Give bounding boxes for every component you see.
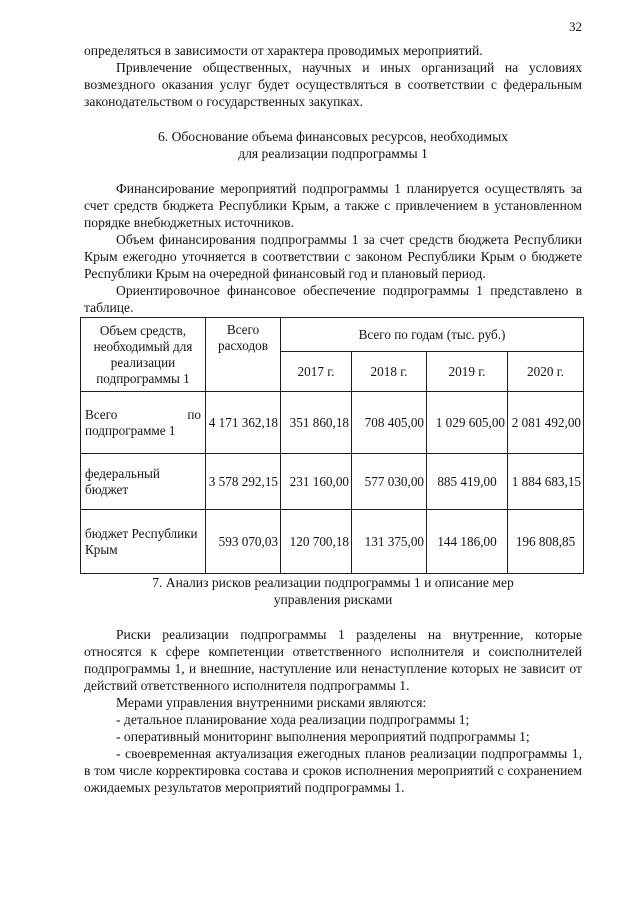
table-header-year: 2018 г. bbox=[352, 352, 427, 392]
cell-value: 351 860,18 bbox=[281, 392, 352, 454]
table-header-year: 2017 г. bbox=[281, 352, 352, 392]
list-item: - своевременная актуализация ежегодных планов реализации подпрограммы 1, в том числе корректировка состава и сроков исполнения мероприятий с сохранением ожидаемых результатов мероприятий подпрограммы 1. bbox=[84, 746, 582, 795]
cell-value: 196 808,85 bbox=[508, 510, 584, 574]
table-header-row bbox=[81, 318, 584, 352]
table-header-volume: Объем средств, необходимый для реализации подпрограммы 1 bbox=[81, 318, 206, 392]
document-body bbox=[84, 42, 582, 796]
table-header-total: Всего расходов bbox=[206, 318, 281, 392]
paragraph-continuation: определяться в зависимости от характера проводимых мероприятий. bbox=[84, 43, 483, 58]
list-item: - детальное планирование хода реализации подпрограммы 1; bbox=[116, 712, 470, 727]
cell-value: 1 884 683,15 bbox=[508, 454, 584, 510]
cell-total: 593 070,03 bbox=[206, 510, 281, 574]
cell-value: 120 700,18 bbox=[281, 510, 352, 574]
table-row bbox=[81, 510, 584, 574]
section7-paragraph-measures: Мерами управления внутренними рисками являются: bbox=[116, 695, 427, 710]
financing-table bbox=[80, 317, 584, 574]
table-header-years-group: Всего по годам (тыс. руб.) bbox=[281, 318, 584, 352]
section7-title-line1: 7. Анализ рисков реализации подпрограммы 1 и описание мер bbox=[152, 575, 514, 590]
cell-value: 144 186,00 bbox=[427, 510, 508, 574]
section6-paragraph-table-intro: Ориентировочное финансовое обеспечение подпрограммы 1 представлено в таблице. bbox=[84, 283, 582, 315]
table-row bbox=[81, 392, 584, 454]
section7-paragraph-risks: Риски реализации подпрограммы 1 разделены на внутренние, которые относятся к сфере компетенции ответственного исполнителя и соисполнителей подпрограммы 1, и внешние, наступление или ненаступление которых не зависит от действий ответственного исполнителя подпрограммы 1. bbox=[84, 627, 582, 693]
page-number: 32 bbox=[569, 19, 582, 34]
cell-value: 885 419,00 bbox=[427, 454, 508, 510]
paragraph-procurement: Привлечение общественных, научных и иных организаций на условиях возмездного оказания услуг будет осуществляться в соответствии с федеральным законодательством о государственных закупках. bbox=[84, 60, 582, 109]
row-label-crimea: бюджет Республики Крым bbox=[81, 510, 206, 574]
cell-value: 231 160,00 bbox=[281, 454, 352, 510]
measures-list bbox=[84, 711, 582, 796]
section7-title-line2: управления рисками bbox=[273, 592, 393, 607]
cell-value: 1 029 605,00 bbox=[427, 392, 508, 454]
cell-value: 577 030,00 bbox=[352, 454, 427, 510]
table-header-year: 2019 г. bbox=[427, 352, 508, 392]
row-label-federal: федеральный бюджет bbox=[81, 454, 206, 510]
cell-total: 3 578 292,15 bbox=[206, 454, 281, 510]
list-item: - оперативный мониторинг выполнения мероприятий подпрограммы 1; bbox=[116, 729, 530, 744]
row-label-total: Всего по подпрограмме 1 bbox=[81, 392, 206, 454]
table-header-year: 2020 г. bbox=[508, 352, 584, 392]
cell-total: 4 171 362,18 bbox=[206, 392, 281, 454]
cell-value: 708 405,00 bbox=[352, 392, 427, 454]
section6-title-line1: 6. Обоснование объема финансовых ресурсов, необходимых bbox=[157, 129, 509, 144]
table-row bbox=[81, 454, 584, 510]
cell-value: 2 081 492,00 bbox=[508, 392, 584, 454]
section6-paragraph-financing: Финансирование мероприятий подпрограммы 1 планируется осуществлять за счет средств бюджета Республики Крым, а также с привлечением в установленном порядке внебюджетных источников. bbox=[84, 181, 582, 230]
section6-title-line2: для реализации подпрограммы 1 bbox=[238, 146, 428, 161]
section6-paragraph-volume: Объем финансирования подпрограммы 1 за счет средств бюджета Республики Крым ежегодно уточняется в соответствии с законом Республики Крым о бюджете Республики Крым на очередной финансовый год и плановый период. bbox=[84, 232, 582, 281]
cell-value: 131 375,00 bbox=[352, 510, 427, 574]
